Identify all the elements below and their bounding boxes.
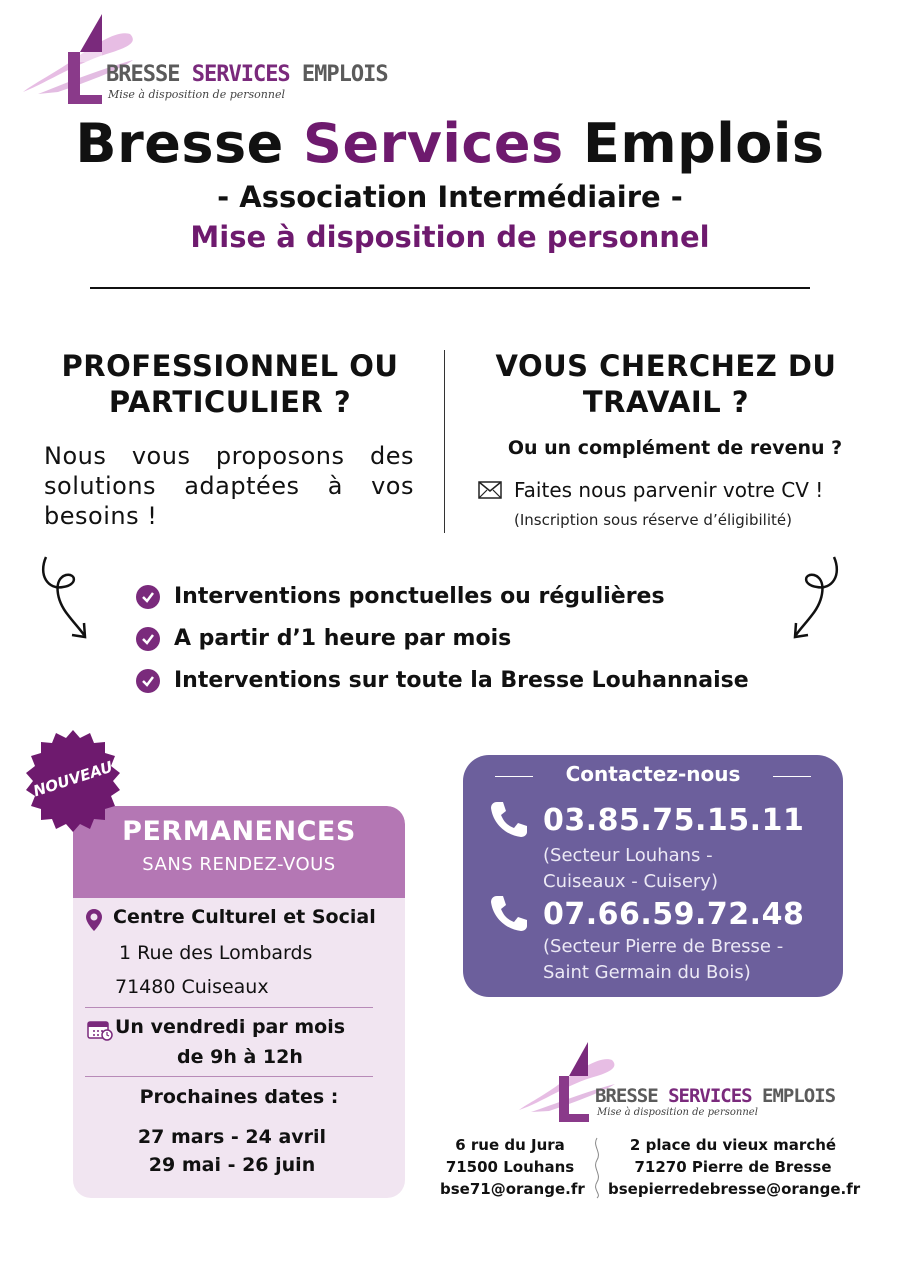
footer-address-left: 6 rue du Jura 71500 Louhans bse71@orange.fr <box>440 1136 585 1198</box>
phone-icon <box>489 893 529 933</box>
bullet-item: A partir d’1 heure par mois <box>136 626 511 651</box>
permanences-card <box>73 806 405 1198</box>
new-badge <box>18 728 128 838</box>
contact-card <box>463 755 843 997</box>
right-heading: VOUS CHERCHEZ DU TRAVAIL ? <box>495 349 837 419</box>
column-divider <box>444 350 445 533</box>
curly-arrow-right-icon <box>782 555 842 645</box>
header-divider <box>90 287 810 289</box>
schedule-line2: de 9h à 12h <box>177 1046 303 1068</box>
phone-number-2[interactable]: 07.66.59.72.48 <box>543 897 805 932</box>
page-tagline: Mise à disposition de personnel <box>190 220 710 254</box>
right-question: Ou un complément de revenu ? <box>507 437 843 459</box>
location-pin-icon <box>85 908 103 932</box>
top-logo <box>18 12 388 107</box>
sector-2-line2: Saint Germain du Bois) <box>543 962 751 983</box>
bullet-item: Interventions sur toute la Bresse Louhannaise <box>136 668 749 693</box>
page-subtitle: - Association Intermédiaire - <box>217 180 683 214</box>
logo-wordmark: BRESSE SERVICES EMPLOIS <box>595 1085 836 1107</box>
cv-line <box>478 478 823 502</box>
eligibility-note: (Inscription sous réserve d’éligibilité) <box>514 511 792 529</box>
envelope-icon <box>478 481 502 499</box>
card-divider <box>85 1007 373 1008</box>
cv-text: Faites nous parvenir votre CV ! <box>514 478 824 502</box>
check-circle-icon <box>136 627 160 651</box>
left-heading: PROFESSIONNEL OU PARTICULIER ? <box>61 349 399 419</box>
sector-1-line2: Cuiseaux - Cuisery) <box>543 871 718 892</box>
dates-line2: 29 mai - 26 juin <box>148 1154 316 1176</box>
dates-line1: 27 mars - 24 avril <box>137 1126 327 1148</box>
curly-arrow-left-icon <box>38 555 98 645</box>
next-dates-label: Prochaines dates : <box>139 1086 339 1108</box>
bullet-item: Interventions ponctuelles ou régulières <box>136 584 665 609</box>
check-circle-icon <box>136 585 160 609</box>
calendar-icon <box>87 1019 113 1041</box>
logo-tagline: Mise à disposition de personnel <box>108 88 285 101</box>
sector-1-line1: (Secteur Louhans - <box>543 845 713 866</box>
place-street: 1 Rue des Lombards <box>119 942 313 964</box>
footer-vine-divider <box>590 1136 604 1200</box>
place-name: Centre Culturel et Social <box>113 906 376 928</box>
email-link-right[interactable]: bsepierredebresse@orange.fr <box>608 1180 861 1198</box>
bottom-logo <box>515 1040 836 1125</box>
page-title: Bresse Services Emplois <box>75 112 825 175</box>
left-text: Nous vous proposons des solutions adaptées à vos besoins ! <box>44 442 414 530</box>
check-circle-icon <box>136 669 160 693</box>
email-link-left[interactable]: bse71@orange.fr <box>440 1180 585 1198</box>
phone-number-1[interactable]: 03.85.75.15.11 <box>543 803 805 838</box>
place-city: 71480 Cuiseaux <box>115 976 269 998</box>
card-divider <box>85 1076 373 1077</box>
logo-wordmark: BRESSE SERVICES EMPLOIS <box>106 62 388 87</box>
sector-2-line1: (Secteur Pierre de Bresse - <box>543 936 784 957</box>
permanences-title: PERMANENCES <box>122 816 356 847</box>
phone-icon <box>489 799 529 839</box>
badge-label: NOUVEAU <box>31 757 115 801</box>
contact-title: Contactez-nous <box>565 762 741 786</box>
footer-address-right: 2 place du vieux marché 71270 Pierre de Bresse bsepierredebresse@orange.fr <box>608 1136 861 1198</box>
permanences-subtitle: SANS RENDEZ-VOUS <box>142 854 336 875</box>
logo-tagline: Mise à disposition de personnel <box>597 1107 758 1118</box>
schedule-line1: Un vendredi par mois <box>115 1016 346 1038</box>
